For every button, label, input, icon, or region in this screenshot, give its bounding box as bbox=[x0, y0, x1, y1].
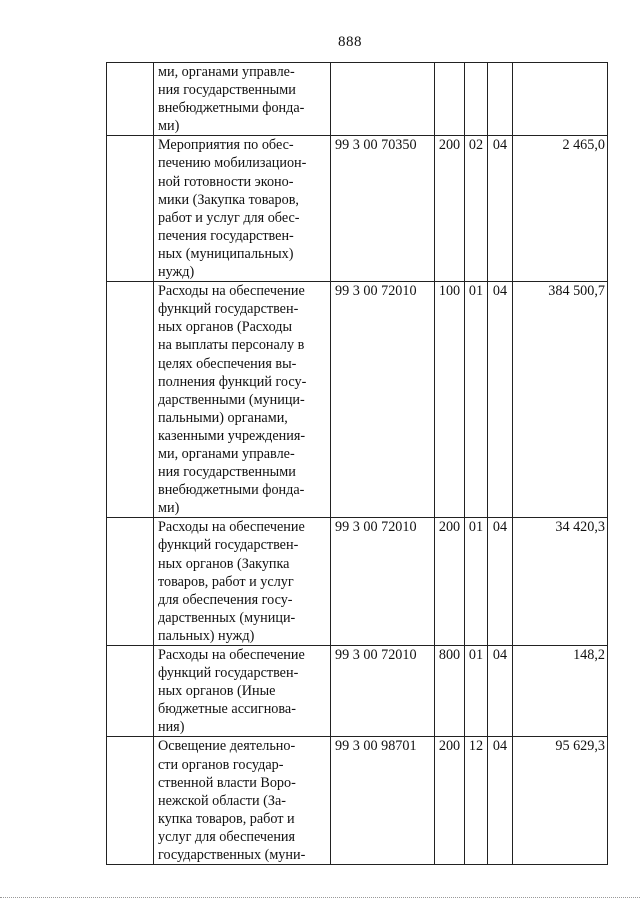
subsection-cell: 04 bbox=[488, 136, 513, 282]
description-line: ми, органами управле- bbox=[158, 445, 295, 462]
description-line: печению мобилизацион- bbox=[158, 155, 307, 172]
description-line: услуг для обеспечения bbox=[158, 828, 296, 845]
row-number-cell bbox=[107, 646, 154, 737]
amount-cell: 95 629,3 bbox=[513, 737, 608, 865]
expense-type-cell bbox=[435, 63, 465, 136]
description-line: бюджетные ассигнова- bbox=[158, 701, 296, 718]
budget-table bbox=[106, 62, 608, 865]
description-line: ной готовности эконо- bbox=[158, 173, 294, 190]
target-article-code-cell: 99 3 00 72010 bbox=[331, 646, 435, 737]
expense-type-cell: 200 bbox=[435, 737, 465, 865]
expense-description-cell bbox=[154, 518, 331, 646]
description-line: ми, органами управле- bbox=[158, 64, 295, 80]
subsection-cell: 04 bbox=[488, 737, 513, 865]
subsection-cell: 04 bbox=[488, 646, 513, 737]
expense-description-cell bbox=[154, 737, 331, 865]
amount-cell: 34 420,3 bbox=[513, 518, 608, 646]
section-cell: 02 bbox=[465, 136, 488, 282]
expense-type-cell: 200 bbox=[435, 136, 465, 282]
description-line: нужд) bbox=[158, 264, 195, 281]
description-line: нежской области (За- bbox=[158, 792, 286, 809]
description-line: ми) bbox=[158, 500, 180, 517]
description-line: товаров, работ и услуг bbox=[158, 573, 294, 590]
description-line: работ и услуг для обес- bbox=[158, 209, 300, 226]
description-line: полнения функций госу- bbox=[158, 373, 307, 390]
bottom-scan-edge bbox=[0, 897, 640, 898]
table-row bbox=[107, 282, 608, 518]
target-article-code-cell: 99 3 00 72010 bbox=[331, 282, 435, 518]
description-line: ных (муниципальных) bbox=[158, 245, 294, 262]
expense-description-cell bbox=[154, 282, 331, 518]
description-line: функций государствен- bbox=[158, 537, 299, 554]
description-line: ния) bbox=[158, 719, 185, 736]
subsection-cell: 04 bbox=[488, 518, 513, 646]
description-line: ных органов (Расходы bbox=[158, 319, 293, 336]
expense-type-cell: 100 bbox=[435, 282, 465, 518]
description-line: дарственных (муници- bbox=[158, 609, 296, 626]
section-cell: 01 bbox=[465, 282, 488, 518]
description-line: Мероприятия по обес- bbox=[158, 137, 294, 154]
expense-description-cell bbox=[154, 646, 331, 737]
description-line: для обеспечения госу- bbox=[158, 591, 293, 608]
description-line: казенными учреждения- bbox=[158, 427, 306, 444]
description-line: на выплаты персоналу в bbox=[158, 337, 305, 354]
amount-cell bbox=[513, 63, 608, 136]
description-line: сти органов государ- bbox=[158, 756, 284, 773]
description-line: купка товаров, работ и bbox=[158, 810, 295, 827]
description-line: ния государственными bbox=[158, 464, 296, 481]
description-line: функций государствен- bbox=[158, 665, 299, 682]
section-cell bbox=[465, 63, 488, 136]
description-line: Расходы на обеспечение bbox=[158, 283, 305, 300]
expense-type-cell: 800 bbox=[435, 646, 465, 737]
table-row bbox=[107, 518, 608, 646]
amount-cell: 2 465,0 bbox=[513, 136, 608, 282]
row-number-cell bbox=[107, 518, 154, 646]
target-article-code-cell: 99 3 00 70350 bbox=[331, 136, 435, 282]
table-row bbox=[107, 646, 608, 737]
description-line: мики (Закупка товаров, bbox=[158, 191, 299, 208]
description-line: функций государствен- bbox=[158, 301, 299, 318]
row-number-cell bbox=[107, 282, 154, 518]
table-row bbox=[107, 737, 608, 865]
table-row bbox=[107, 136, 608, 282]
expense-description-cell bbox=[154, 63, 331, 136]
section-cell: 12 bbox=[465, 737, 488, 865]
description-line: Освещение деятельно- bbox=[158, 738, 296, 755]
target-article-code-cell: 99 3 00 98701 bbox=[331, 737, 435, 865]
table-row bbox=[107, 63, 608, 136]
description-line: Расходы на обеспечение bbox=[158, 647, 305, 663]
description-line: ственной власти Воро- bbox=[158, 774, 296, 791]
amount-cell: 384 500,7 bbox=[513, 282, 608, 518]
description-line: пальных) нужд) bbox=[158, 627, 255, 644]
description-line: государственных (муни- bbox=[158, 847, 306, 864]
budget-table-body bbox=[107, 63, 608, 865]
row-number-cell bbox=[107, 737, 154, 865]
description-line: печения государствен- bbox=[158, 227, 294, 244]
description-line: пальными) органами, bbox=[158, 409, 288, 426]
description-line: ных органов (Закупка bbox=[158, 555, 290, 572]
section-cell: 01 bbox=[465, 518, 488, 646]
target-article-code-cell: 99 3 00 72010 bbox=[331, 518, 435, 646]
row-number-cell bbox=[107, 136, 154, 282]
subsection-cell bbox=[488, 63, 513, 136]
amount-cell: 148,2 bbox=[513, 646, 608, 737]
description-line: целях обеспечения вы- bbox=[158, 355, 297, 372]
description-line: внебюджетными фонда- bbox=[158, 100, 305, 117]
description-line: дарственными (муници- bbox=[158, 391, 305, 408]
description-line: ми) bbox=[158, 118, 180, 135]
description-line: внебюджетными фонда- bbox=[158, 482, 305, 499]
expense-description-cell bbox=[154, 136, 331, 282]
subsection-cell: 04 bbox=[488, 282, 513, 518]
row-number-cell bbox=[107, 63, 154, 136]
description-line: ния государственными bbox=[158, 82, 296, 99]
target-article-code-cell bbox=[331, 63, 435, 136]
page-number: 888 bbox=[338, 34, 362, 50]
section-cell: 01 bbox=[465, 646, 488, 737]
description-line: ных органов (Иные bbox=[158, 683, 276, 700]
expense-type-cell: 200 bbox=[435, 518, 465, 646]
description-line: Расходы на обеспечение bbox=[158, 519, 305, 536]
